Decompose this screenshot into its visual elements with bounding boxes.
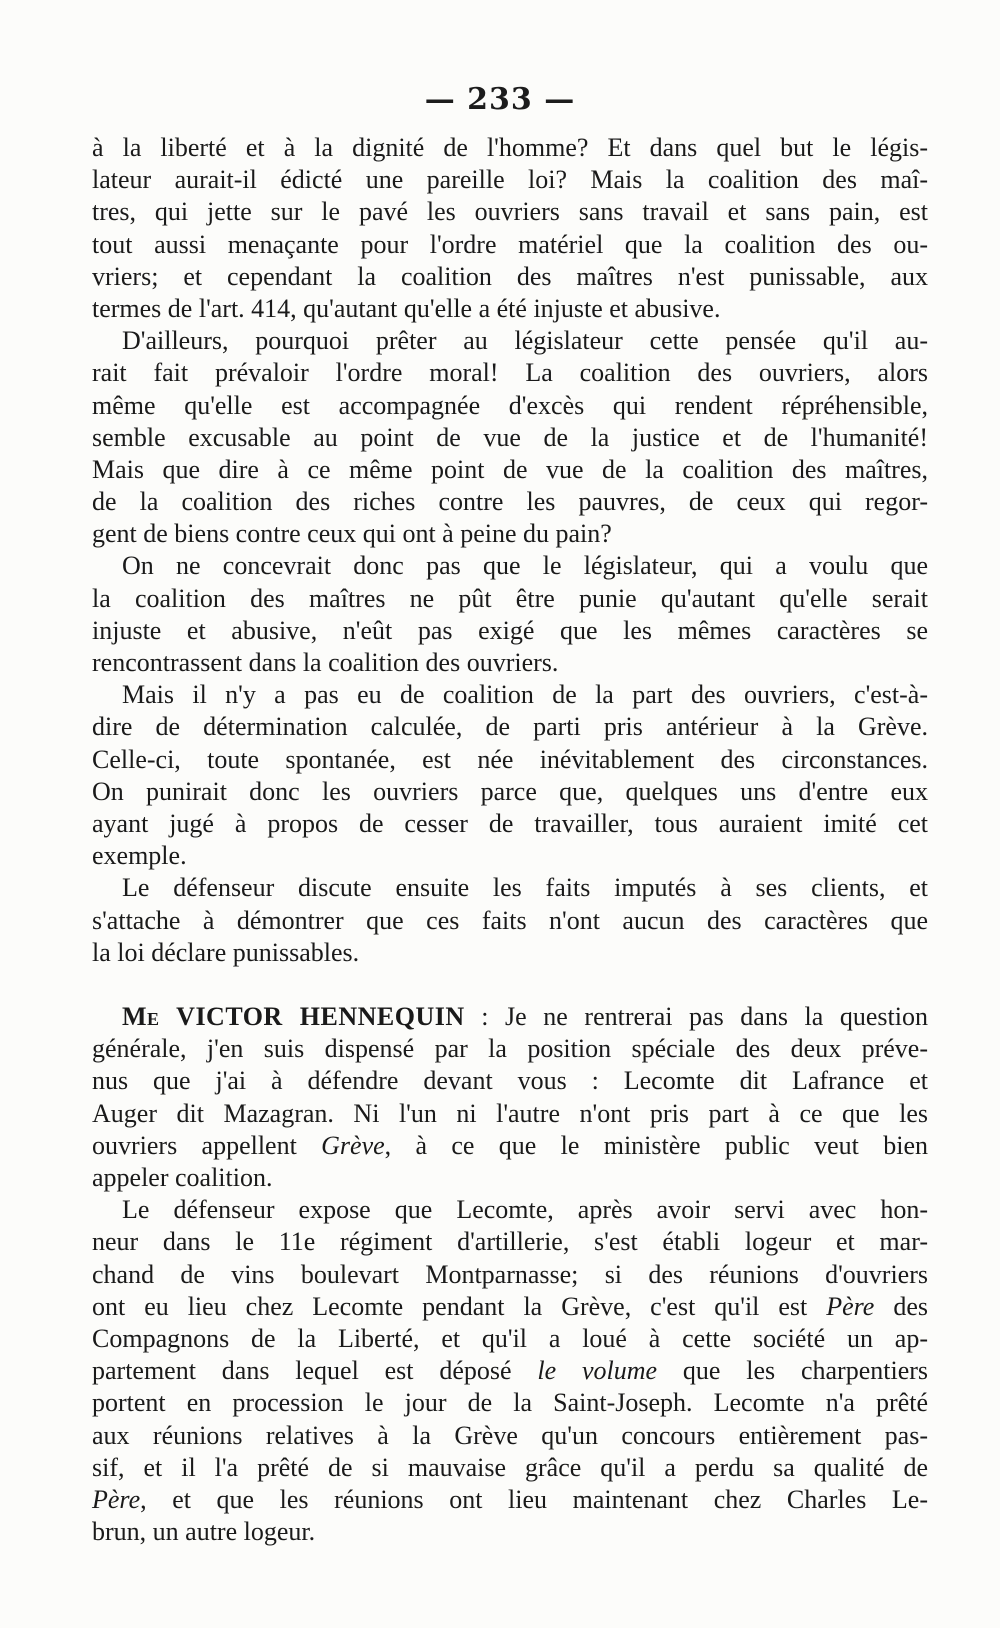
text-segment: , à ce que le ministère public veut bien [384,1130,928,1160]
text-line: aux réunions relatives à la Grève qu'un concours entièrement pas- [92,1420,928,1450]
text-line: Mais il n'y a pas eu de coalition de la part des ouvriers, c'est-à- [122,680,928,710]
italic-term: Grève [321,1130,385,1160]
text-line: On punirait donc les ouvriers parce que, quelques uns d'entre eux [92,776,928,806]
text-line: sif, et il l'a prêté de si mauvaise grâce qu'il a perdu sa qualité de [92,1452,928,1482]
text-line [92,1291,928,1323]
paragraph-gap [92,969,928,1001]
text-line: générale, j'en suis dispensé par la position spéciale des deux préve- [92,1034,928,1064]
text-line: exemple. [92,841,187,871]
text-line: chand de vins boulevart Montparnasse; si des réunions d'ouvriers [92,1259,928,1289]
body-text [92,132,928,1548]
text-segment: partement dans lequel est déposé [92,1356,538,1386]
text-line: rencontrassent dans la coalition des ouvriers. [92,648,559,677]
text-line: On ne concevrait donc pas que le législateur, qui a voulu que [122,551,928,581]
text-line: ayant jugé à propos de cesser de travailler, tous auraient imité cet [92,808,928,838]
text-line: dire de détermination calculée, de parti pris antérieur à la Grève. [92,712,928,742]
text-line: rait fait prévaloir l'ordre moral! La coalition des ouvriers, alors [92,358,928,388]
text-line: termes de l'art. 414, qu'autant qu'elle a été injuste et abusive. [92,293,721,323]
italic-term: Père [826,1291,875,1321]
text-line: de la coalition des riches contre les pauvres, de ceux qui regor- [92,487,928,517]
text-line: portent en procession le jour de la Saint-Joseph. Lecomte n'a prêté [92,1388,928,1418]
text-line: la loi déclare punissables. [92,937,360,967]
text-line: D'ailleurs, pourquoi prêter au législateur cette pensée qu'il au- [122,326,928,356]
text-line [92,1130,928,1162]
text-segment: : Je ne rentrerai pas dans la question [464,1002,928,1032]
text-line: brun, un autre logeur. [92,1517,316,1547]
page-number: — 233 — [424,82,576,117]
text-line [92,1355,928,1387]
text-line: appeler coalition. [92,1163,273,1192]
text-line: neur dans le 11e régiment d'artillerie, s'est établi logeur et mar- [92,1227,928,1257]
text-line: Auger dit Mazagran. Ni l'un ni l'autre n'ont pris part à ce que les [92,1098,928,1128]
text-line: tout aussi menaçante pour l'ordre matériel que la coalition des ou- [92,229,928,259]
text-line: Celle-ci, toute spontanée, est née inévitablement des circonstances. [92,744,928,774]
text-line [92,1001,928,1033]
text-segment: ont eu lieu chez Lecomte pendant la Grève, c'est qu'il est [92,1291,827,1321]
text-line: vriers; et cependant la coalition des maîtres n'est punissable, aux [92,261,928,291]
text-segment: que les charpentiers [657,1356,929,1386]
speaker-name: Me VICTOR HENNEQUIN [122,1002,465,1032]
text-segment: , et que les réunions ont lieu maintenant chez Charles Le- [140,1484,928,1514]
text-line: tres, qui jette sur le pavé les ouvriers sans travail et sans pain, est [92,197,928,227]
text-line: injuste et abusive, n'eût pas exigé que les mêmes caractères se [92,615,928,645]
italic-term: le volume [537,1356,658,1386]
text-line: semble excusable au point de vue de la justice et de l'humanité! [92,422,928,452]
text-line [92,1484,928,1516]
text-line: à la liberté et à la dignité de l'homme? Et dans quel but le légis- [92,133,928,162]
italic-term: Père [92,1484,141,1514]
text-line: Mais que dire à ce même point de vue de la coalition des maîtres, [92,454,928,484]
text-line: Le défenseur discute ensuite les faits imputés à ses clients, et [122,873,928,903]
text-line: Le défenseur expose que Lecomte, après avoir servi avec hon- [122,1195,928,1225]
text-line: Compagnons de la Liberté, et qu'il a loué à cette société un ap- [92,1323,928,1353]
text-line: lateur aurait-il édicté une pareille loi? Mais la coalition des maî- [92,165,928,195]
text-line: même qu'elle est accompagnée d'excès qui rendent répréhensible, [92,390,928,420]
text-segment: des [874,1291,928,1321]
text-line: la coalition des maîtres ne pût être punie qu'autant qu'elle serait [92,583,928,613]
text-line: gent de biens contre ceux qui ont à peine du pain? [92,519,612,549]
text-line: s'attache à démontrer que ces faits n'ont aucun des caractères que [92,905,928,935]
text-segment: ouvriers appellent [92,1130,322,1160]
text-line: nus que j'ai à défendre devant vous : Lecomte dit Lafrance et [92,1066,928,1096]
